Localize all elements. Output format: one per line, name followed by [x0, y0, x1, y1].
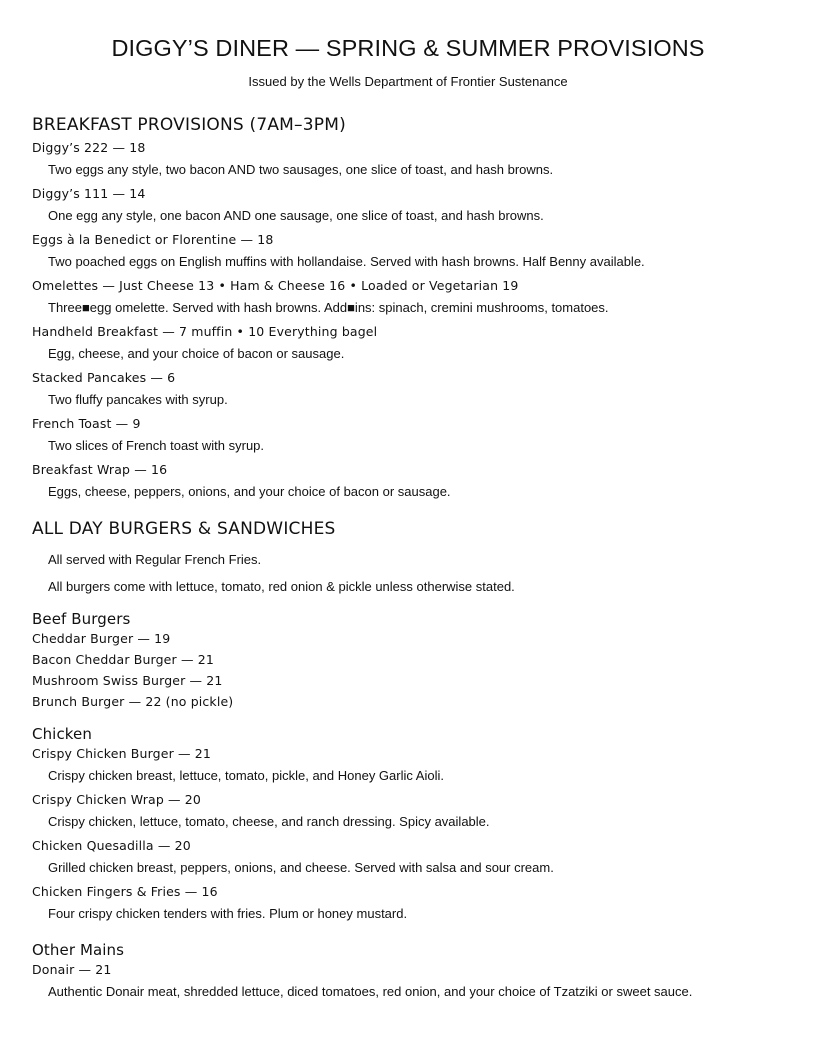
menu-item: [32, 274, 784, 320]
menu-item: Bacon Cheddar Burger — 21: [32, 652, 214, 667]
item-name: Donair — 21: [32, 962, 112, 977]
menu-item: Brunch Burger — 22 (no pickle): [32, 694, 234, 709]
menu-item: [32, 834, 784, 880]
item-name: Diggy’s 111 — 14: [32, 186, 146, 201]
item-description: Crispy chicken breast, lettuce, tomato, pickle, and Honey Garlic Aioli.: [48, 768, 444, 783]
item-description: Grilled chicken breast, peppers, onions, and cheese. Served with salsa and sour cream.: [48, 860, 554, 875]
item-name: Stacked Pancakes — 6: [32, 370, 176, 385]
menu-item: [32, 880, 784, 926]
menu-item: [32, 182, 784, 228]
item-description: One egg any style, one bacon AND one sausage, one slice of toast, and hash browns.: [48, 208, 544, 223]
menu-item: [32, 366, 784, 412]
item-name: Chicken Fingers & Fries — 16: [32, 884, 218, 899]
page-title: DIGGY’S DINER — SPRING & SUMMER PROVISIONS: [111, 35, 705, 61]
menu-item: [32, 458, 784, 504]
item-description: Crispy chicken, lettuce, tomato, cheese, and ranch dressing. Spicy available.: [48, 814, 490, 829]
section-title-burgers: ALL DAY BURGERS & SANDWICHES: [32, 519, 336, 539]
menu-item: [32, 744, 784, 788]
section-note: All burgers come with lettuce, tomato, red onion & pickle unless otherwise stated.: [48, 579, 515, 594]
item-name: Crispy Chicken Burger — 21: [32, 746, 211, 761]
menu-item: Mushroom Swiss Burger — 21: [32, 673, 223, 688]
item-name: Diggy’s 222 — 18: [32, 140, 146, 155]
item-name: Omelettes — Just Cheese 13 • Ham & Cheese 16 • Loaded or Vegetarian 19: [32, 278, 519, 293]
subsection-title-beef: Beef Burgers: [32, 610, 131, 628]
item-description: Eggs, cheese, peppers, onions, and your choice of bacon or sausage.: [48, 484, 451, 499]
menu-item: [32, 960, 784, 1004]
menu-item: [32, 412, 784, 458]
item-name: Eggs à la Benedict or Florentine — 18: [32, 232, 274, 247]
menu-item: [32, 228, 784, 274]
section-note: All served with Regular French Fries.: [48, 552, 262, 567]
menu-item: [32, 320, 784, 366]
item-description: Authentic Donair meat, shredded lettuce, diced tomatoes, red onion, and your choice of Tzatziki or sweet sauce.: [48, 984, 693, 999]
item-name: Chicken Quesadilla — 20: [32, 838, 191, 853]
menu-item: Cheddar Burger — 19: [32, 631, 171, 646]
subsection-title-chicken: Chicken: [32, 725, 92, 743]
item-description: Two poached eggs on English muffins with hollandaise. Served with hash browns. Half Benny available.: [48, 254, 645, 269]
item-description: Three■egg omelette. Served with hash browns. Add■ins: spinach, cremini mushrooms, tomatoes.: [48, 300, 609, 315]
menu-item: [32, 136, 784, 182]
item-name: Handheld Breakfast — 7 muffin • 10 Everything bagel: [32, 324, 378, 339]
item-name: French Toast — 9: [32, 416, 141, 431]
item-description: Two eggs any style, two bacon AND two sausages, one slice of toast, and hash browns.: [48, 162, 554, 177]
item-description: Four crispy chicken tenders with fries. Plum or honey mustard.: [48, 906, 408, 921]
section-title-breakfast: BREAKFAST PROVISIONS (7AM–3PM): [32, 115, 346, 135]
menu-item: [32, 788, 784, 834]
subsection-title-other-mains: Other Mains: [32, 941, 125, 959]
page-subtitle: Issued by the Wells Department of Frontier Sustenance: [248, 74, 568, 89]
item-name: Crispy Chicken Wrap — 20: [32, 792, 202, 807]
item-description: Two slices of French toast with syrup.: [48, 438, 265, 453]
item-name: Breakfast Wrap — 16: [32, 462, 168, 477]
item-description: Two fluffy pancakes with syrup.: [48, 392, 228, 407]
item-description: Egg, cheese, and your choice of bacon or sausage.: [48, 346, 345, 361]
